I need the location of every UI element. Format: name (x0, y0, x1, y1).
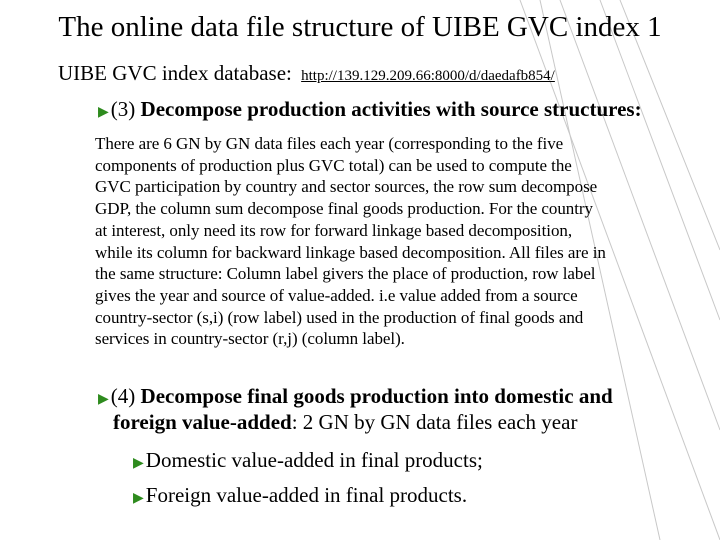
list-item-domestic (133, 447, 483, 477)
paragraph-line: country-sector (s,i) (row label) used in the production of final goods and (95, 307, 584, 327)
list-item-label: Foreign value-added in final products. (145, 483, 468, 507)
section-4-title-rest: : 2 GN by GN data files each year (291, 410, 578, 434)
paragraph-line: components of production plus GVC total) can be used to compute the (95, 155, 572, 175)
paragraph-line: GDP, the column sum decompose final goods production. For the country (95, 199, 593, 219)
triangle-bullet-icon: ▶ (98, 392, 109, 407)
paragraph-line: at interest, only need its row for forward linkage based decomposition, (95, 220, 573, 240)
paragraph-line: GVC participation by country and sector sources, the row sum decompose (95, 177, 598, 197)
section-3-paragraph (95, 133, 707, 350)
paragraph-line: gives the year and source of value-added. i.e value added from a source (95, 285, 578, 305)
triangle-bullet-icon: ▶ (133, 491, 144, 506)
paragraph-line: services in country-sector (r,j) (column label). (95, 329, 405, 349)
section-4-title-line2: foreign value-added (113, 410, 292, 434)
section-3-heading (98, 96, 642, 126)
paragraph-line: There are 6 GN by GN data files each year (corresponding to the five (95, 134, 564, 153)
paragraph-line: while its column for backward linkage based decomposition. All files are in (95, 242, 606, 262)
list-item-label: Domestic value-added in final products; (145, 448, 483, 472)
list-item-foreign (133, 482, 467, 512)
triangle-bullet-icon: ▶ (133, 456, 144, 471)
database-label: UIBE GVC index database: (58, 61, 292, 85)
paragraph-line: the same structure: Column label givers the place of production, row label (95, 264, 596, 284)
section-3-number: (3) (110, 97, 136, 121)
section-3-title: Decompose production activities with source structures: (140, 97, 642, 121)
section-4-number: (4) (110, 384, 136, 408)
page-title: The online data file structure of UIBE GVC index 1 (58, 11, 662, 43)
database-link[interactable]: http://139.129.209.66:8000/d/daedafb854/ (301, 68, 555, 84)
section-4-title-line1: Decompose final goods production into domestic and (140, 384, 613, 408)
triangle-bullet-icon: ▶ (98, 105, 109, 120)
database-line (58, 60, 555, 89)
section-4-heading-continued (113, 409, 577, 435)
